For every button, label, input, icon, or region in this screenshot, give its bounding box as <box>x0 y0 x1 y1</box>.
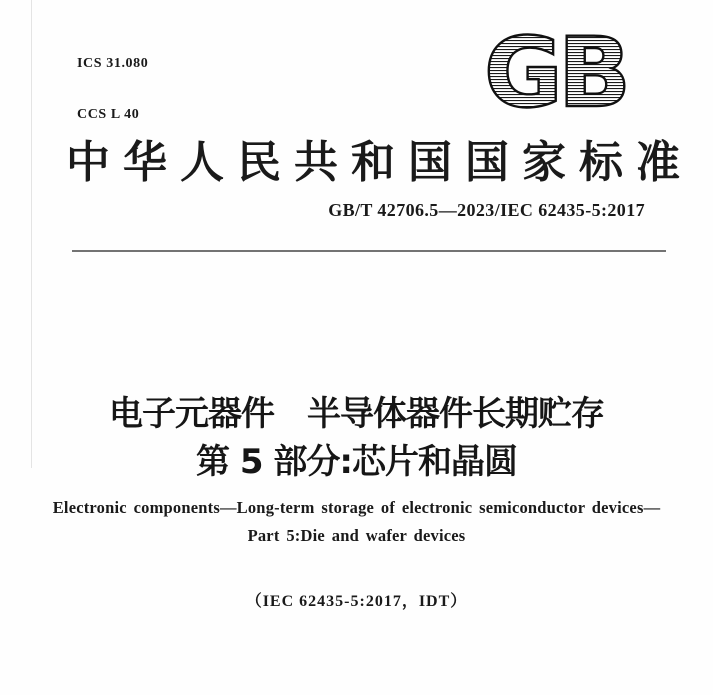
idt-note: （IEC 62435-5:2017，IDT） <box>245 593 468 610</box>
title-en-line2: Part 5:Die and wafer devices <box>247 526 466 545</box>
gb-logo-text: GB <box>484 17 626 129</box>
ccs-code: CCS L 40 <box>77 107 140 122</box>
title-cn-line1: 电子元器件 半导体器件长期贮存 <box>109 394 604 434</box>
gb-logo <box>479 17 631 129</box>
standard-name-cn: 中华人民共和国国家标准 <box>66 138 693 187</box>
title-cn-line2: 第 5 部分:芯片和晶圆 <box>196 442 517 482</box>
title-en-line1: Electronic components—Long-term storage of electronic semiconductor devices— <box>52 498 661 517</box>
standard-number: GB/T 42706.5—2023/IEC 62435-5:2017 <box>328 200 645 220</box>
header-rule <box>72 250 666 252</box>
ics-code: ICS 31.080 <box>77 56 149 71</box>
